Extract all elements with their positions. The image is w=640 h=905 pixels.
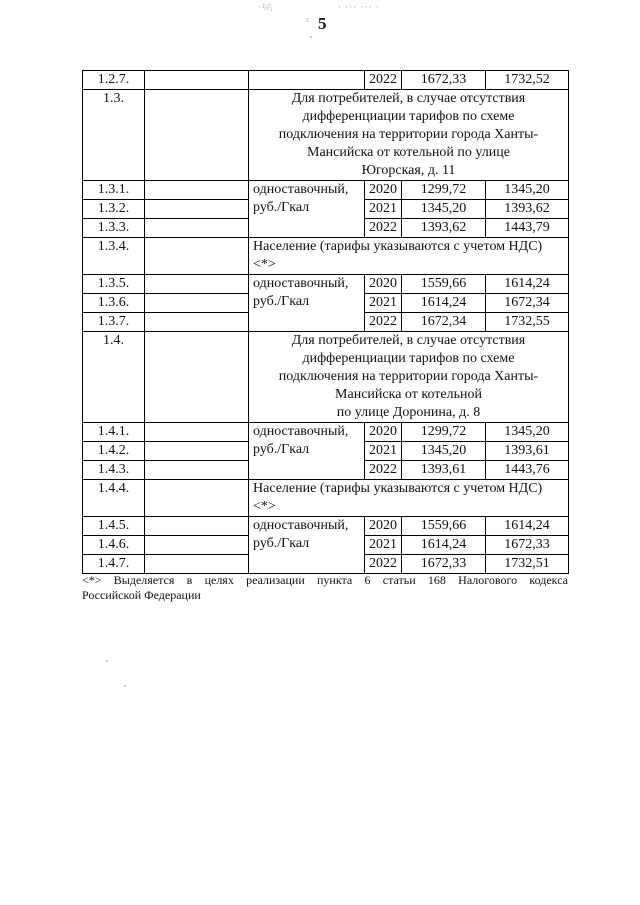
scan-speck [124, 685, 126, 687]
row-number: 1.3.1. [83, 181, 145, 200]
table-row [83, 71, 569, 90]
year-cell: 2022 [365, 71, 402, 90]
section-title-line: подключения на территории города Ханты- [278, 127, 539, 142]
year-cell: 2020 [365, 423, 402, 442]
year-cell: 2021 [365, 442, 402, 461]
section-title-line: дифференциации тарифов по схеме [302, 109, 515, 124]
population-note [249, 480, 569, 517]
unit-label: одноставочный, [253, 182, 349, 197]
value-cell: 1393,61 [402, 461, 486, 480]
value-cell: 1393,62 [486, 200, 569, 219]
value-cell: 1614,24 [402, 536, 486, 555]
population-note-line: <*> [253, 499, 276, 514]
page-number: 5 [318, 14, 327, 33]
section-title-line: Для потребителей, в случае отсутствия [291, 333, 526, 348]
population-note [249, 238, 569, 275]
value-cell: 1299,72 [402, 423, 486, 442]
value-cell: 1559,66 [402, 275, 486, 294]
value-cell: 1345,20 [402, 442, 486, 461]
unit-label: одноставочный, [253, 518, 349, 533]
section-number: 1.3. [83, 90, 145, 181]
empty-cell [145, 423, 249, 442]
empty-cell [145, 480, 249, 517]
value-cell: 1393,62 [402, 219, 486, 238]
unit-cell [249, 275, 365, 332]
year-cell: 2022 [365, 555, 402, 574]
section-title [249, 90, 569, 181]
empty-cell [145, 90, 249, 181]
scan-artifact: ·²⁄⁄ᵢ [258, 2, 274, 12]
year-cell: 2020 [365, 517, 402, 536]
unit-cell [249, 181, 365, 238]
unit-label: одноставочный, [253, 276, 349, 291]
empty-cell [145, 442, 249, 461]
row-number: 1.4.1. [83, 423, 145, 442]
section-row [83, 332, 569, 423]
unit-label: руб./Гкал [253, 442, 310, 457]
footnote-line: <*> Выделяется в целях реализации пункта 6 статьи 168 Налогового кодекса [82, 573, 568, 587]
empty-cell [249, 71, 365, 90]
value-cell: 1672,33 [402, 555, 486, 574]
empty-cell [145, 200, 249, 219]
value-cell: 1299,72 [402, 181, 486, 200]
value-cell: 1672,34 [402, 313, 486, 332]
population-note-line: <*> [253, 257, 276, 272]
empty-cell [145, 332, 249, 423]
value-cell: 1732,52 [486, 71, 569, 90]
footnote-line: Российской Федерации [82, 588, 201, 602]
section-number: 1.4. [83, 332, 145, 423]
year-cell: 2022 [365, 313, 402, 332]
value-cell: 1559,66 [402, 517, 486, 536]
section-title-line: Мансийска от котельной [335, 387, 482, 402]
table-row [83, 517, 569, 536]
row-number: 1.3.4. [83, 238, 145, 275]
value-cell: 1614,24 [486, 517, 569, 536]
value-cell: 1732,55 [486, 313, 569, 332]
population-row [83, 480, 569, 517]
section-title-line: Мансийска от котельной по улице [307, 145, 510, 160]
empty-cell [145, 275, 249, 294]
empty-cell [145, 71, 249, 90]
empty-cell [145, 219, 249, 238]
year-cell: 2020 [365, 275, 402, 294]
value-cell: 1345,20 [402, 200, 486, 219]
value-cell: 1672,33 [486, 536, 569, 555]
empty-cell [145, 517, 249, 536]
section-row [83, 90, 569, 181]
value-cell: 1345,20 [486, 181, 569, 200]
unit-cell [249, 423, 365, 480]
row-number: 1.4.2. [83, 442, 145, 461]
empty-cell [145, 461, 249, 480]
row-number: 1.2.7. [83, 71, 145, 90]
year-cell: 2021 [365, 200, 402, 219]
unit-label: руб./Гкал [253, 536, 310, 551]
year-cell: 2021 [365, 536, 402, 555]
empty-cell [145, 536, 249, 555]
row-number: 1.4.3. [83, 461, 145, 480]
scan-artifact: · ··· ··· · [338, 2, 380, 12]
scan-artifact: ² [306, 16, 310, 26]
table-row [83, 275, 569, 294]
population-note-line: Население (тарифы указываются с учетом НДС) [253, 481, 543, 496]
empty-cell [145, 313, 249, 332]
row-number: 1.4.5. [83, 517, 145, 536]
row-number: 1.4.4. [83, 480, 145, 517]
tariff-table [82, 70, 569, 574]
empty-cell [145, 238, 249, 275]
footnote [82, 573, 568, 603]
scan-speck [106, 660, 108, 662]
scan-speck [310, 36, 312, 38]
section-title-line: подключения на территории города Ханты- [278, 369, 539, 384]
population-row [83, 238, 569, 275]
value-cell: 1345,20 [486, 423, 569, 442]
table-row [83, 423, 569, 442]
empty-cell [145, 555, 249, 574]
value-cell: 1393,61 [486, 442, 569, 461]
value-cell: 1614,24 [402, 294, 486, 313]
table-row [83, 181, 569, 200]
unit-label: руб./Гкал [253, 294, 310, 309]
population-note-line: Население (тарифы указываются с учетом НДС) [253, 239, 543, 254]
year-cell: 2022 [365, 461, 402, 480]
value-cell: 1443,79 [486, 219, 569, 238]
section-title-line: Югорская, д. 11 [361, 163, 456, 178]
year-cell: 2022 [365, 219, 402, 238]
empty-cell [145, 294, 249, 313]
value-cell: 1614,24 [486, 275, 569, 294]
row-number: 1.3.2. [83, 200, 145, 219]
row-number: 1.4.6. [83, 536, 145, 555]
value-cell: 1672,33 [402, 71, 486, 90]
unit-label: одноставочный, [253, 424, 349, 439]
empty-cell [145, 181, 249, 200]
value-cell: 1672,34 [486, 294, 569, 313]
year-cell: 2021 [365, 294, 402, 313]
section-title-line: дифференциации тарифов по схеме [302, 351, 515, 366]
row-number: 1.3.3. [83, 219, 145, 238]
row-number: 1.3.5. [83, 275, 145, 294]
row-number: 1.3.7. [83, 313, 145, 332]
value-cell: 1732,51 [486, 555, 569, 574]
unit-cell [249, 517, 365, 574]
unit-label: руб./Гкал [253, 200, 310, 215]
row-number: 1.3.6. [83, 294, 145, 313]
year-cell: 2020 [365, 181, 402, 200]
section-title [249, 332, 569, 423]
row-number: 1.4.7. [83, 555, 145, 574]
section-title-line: по улице Доронина, д. 8 [336, 405, 481, 420]
value-cell: 1443,76 [486, 461, 569, 480]
section-title-line: Для потребителей, в случае отсутствия [291, 91, 526, 106]
